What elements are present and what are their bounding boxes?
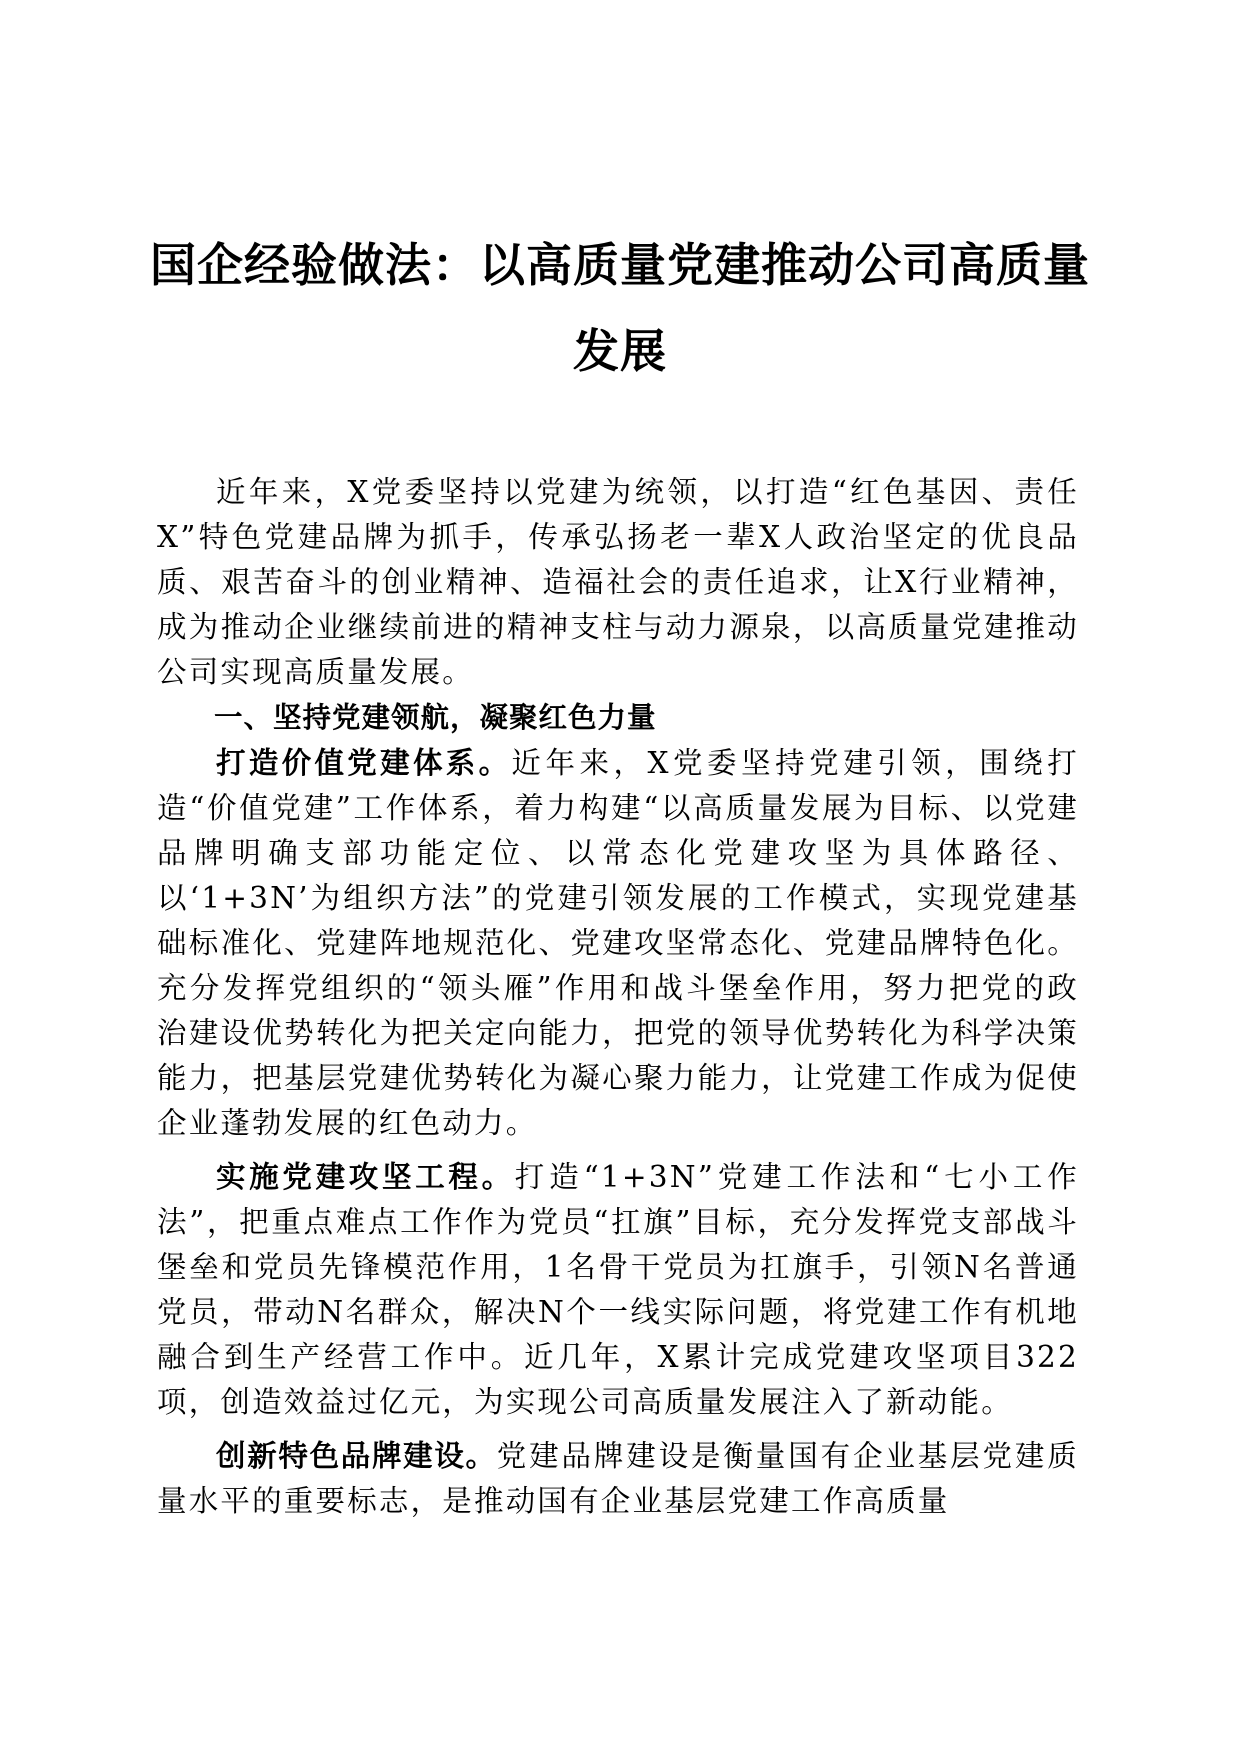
document-title: 国企经验做法：以高质量党建推动公司高质量发展 [150, 238, 1090, 378]
paragraph-text: 近年来，X党委坚持党建引领，围绕打造“价值党建”工作体系，着力构建“以高质量发展为目标、以党建品牌明确支部功能定位、以常态化党建攻坚为具体路径、以‘1+3N’为组织方法”的党建引领发展的工作模式，实现党建基础标准化、党建阵地规范化、党建攻坚常态化、党建品牌特色化。充分发挥党组织的“领头雁”作用和战斗堡垒作用，努力把党的政治建设优势转化为把关定向能力，把党的领导优势转化为科学决策能力，把基层党建优势转化为凝心聚力能力，让党建工作成为促使企业蓬勃发展的红色动力。 [157, 746, 1079, 1140]
paragraph-lead: 创新特色品牌建设。 [216, 1438, 497, 1473]
paragraph-lead: 打造价值党建体系。 [216, 745, 512, 780]
paragraph-text: 党建品牌建设是衡量国有企业基层党建质量水平的重要标志，是推动国有企业基层党建工作高质量 [157, 1439, 1079, 1518]
intro-paragraph: 近年来，X党委坚持以党建为统领，以打造“红色基因、责任X”特色党建品牌为抓手，传承弘扬老一辈X人政治坚定的优良品质、艰苦奋斗的创业精神、造福社会的责任追求，让X行业精神，成为推动企业继续前进的精神支柱与动力源泉，以高质量党建推动公司实现高质量发展。 [157, 475, 1079, 689]
body-paragraph-1 [157, 740, 1079, 1146]
document-body [157, 470, 1079, 1524]
paragraph-text: 打造“1+3N”党建工作法和“七小工作法”，把重点难点工作作为党员“扛旗”目标，充分发挥党支部战斗堡垒和党员先锋模范作用，1名骨干党员为扛旗手，引领N名普通党员，带动N名群众，解决N个一线实际问题，将党建工作有机地融合到生产经营工作中。近几年，X累计完成党建攻坚项目322项，创造效益过亿元，为实现公司高质量发展注入了新动能。 [157, 1160, 1079, 1419]
body-paragraph-2 [157, 1154, 1079, 1425]
paragraph-lead: 实施党建攻坚工程。 [216, 1159, 515, 1194]
body-paragraph-3 [157, 1433, 1079, 1524]
section-heading: 一、坚持党建领航，凝聚红色力量 [214, 701, 657, 734]
